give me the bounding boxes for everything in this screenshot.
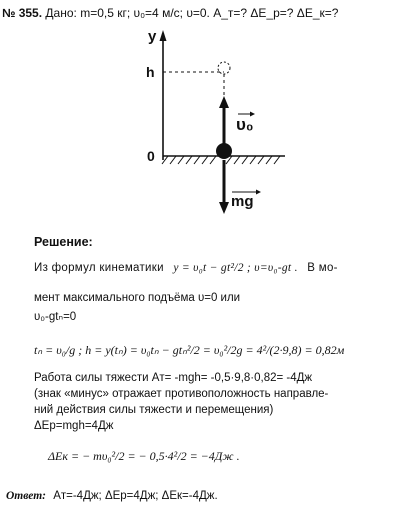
ep-line: ΔEp=mgh=4Дж [34,420,114,432]
note-line-1: (знак «минус» отражает противоположность направле- [34,388,329,400]
solution-heading: Решение: [34,235,93,249]
ek-formula: ΔEк = − mυ₀²/2 = − 0,5·4²/2 = −4Дж . [48,449,240,463]
answer-label: Ответ: [6,490,46,502]
solution-line-3: υ₀-gtₙ=0 [34,311,77,323]
kinematics-formula: y = υ₀t − gt²/2 ; υ=υ₀-gt . [173,262,298,274]
answer-line [6,490,218,502]
v0-label: υ₀ [236,115,254,134]
answer-text: Aт=-4Дж; ΔEp=4Дж; ΔEк=-4Дж. [53,490,218,502]
note-line-2: ний действия силы тяжести и перемещения) [34,404,274,416]
solution-height-formula: tₙ = υ₀/g ; h = y(tₙ) = υ₀tₙ − gtₙ²/2 = υ₀²/2g = 4²/(2·9,8) = 0,82м [34,343,345,357]
y-axis-label: y [148,28,157,45]
h-label: h [146,64,155,80]
solution-line-1: Из формул кинематики y = υ₀t − gt²/2 ; υ=υ₀-gt . В мо- [34,262,338,274]
work-line: Работа силы тяжести Aт= -mgh= -0,5·9,8·0,82= -4Дж [34,372,313,384]
problem-number: № 355. [2,6,43,20]
mg-label: mg [231,193,254,210]
problem-given: Дано: m=0,5 кг; υ₀=4 м/с; υ=0. A_т=? ΔE_p=? ΔE_к=? [45,6,339,20]
zero-label: 0 [147,148,155,164]
solution-line-2: мент максимального подъёма υ=0 или [34,292,241,304]
